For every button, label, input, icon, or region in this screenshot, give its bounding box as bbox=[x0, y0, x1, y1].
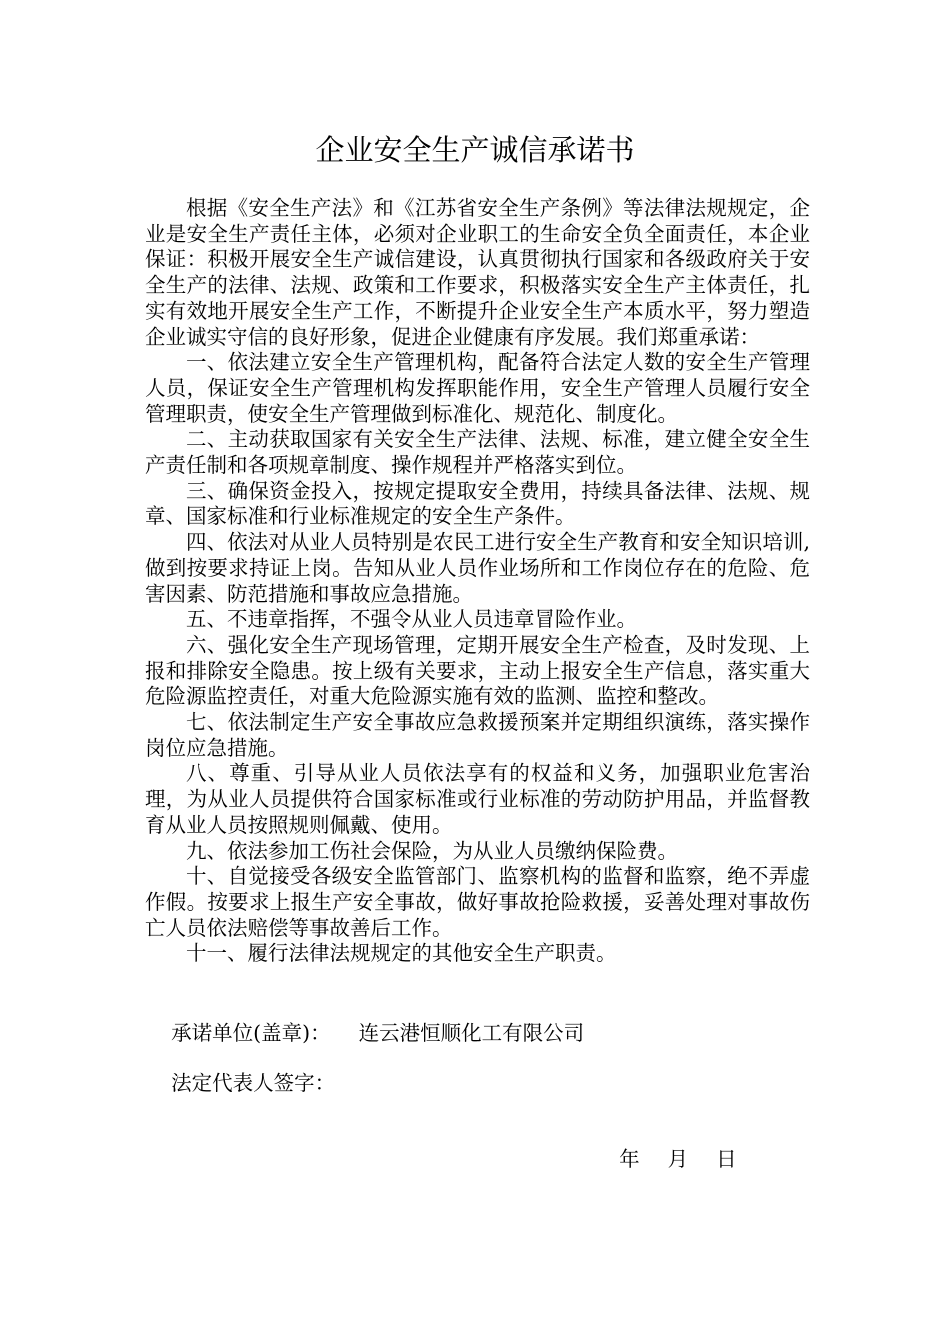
rep-label: 法定代表人签字： bbox=[171, 1071, 336, 1095]
date-day: 日 bbox=[716, 1147, 737, 1171]
company-name: 连云港恒顺化工有限公司 bbox=[358, 1021, 585, 1045]
paragraph-item-1: 一、依法建立安全生产管理机构，配备符合法定人数的安全生产管理人员，保证安全生产管理机构发挥职能作用，安全生产管理人员履行安全管理职责，使安全生产管理做到标准化、规范化、制度化。 bbox=[145, 350, 810, 426]
signature-rep-line bbox=[145, 1044, 335, 1122]
paragraph-preamble: 根据《安全生产法》和《江苏省安全生产条例》等法律法规规定，企业是安全生产责任主体，必须对企业职工的生命安全负全面责任，本企业保证：积极开展安全生产诚信建设，认真贯彻执行国家和各级政府关于安全生产的法律、法规、政策和工作要求，积极落实安全生产主体责任，扎实有效地开展安全生产工作，不断提升企业安全生产本质水平，努力塑造企业诚实守信的良好形象，促进企业健康有序发展。我们郑重承诺： bbox=[145, 196, 810, 349]
document-title: 企业安全生产诚信承诺书 bbox=[315, 133, 635, 167]
document-body bbox=[145, 196, 810, 967]
paragraph-item-5: 五、不违章指挥，不强令从业人员违章冒险作业。 bbox=[186, 607, 637, 632]
date-month: 月 bbox=[667, 1147, 689, 1171]
unit-label: 承诺单位(盖章)： bbox=[171, 1021, 331, 1045]
date-line bbox=[593, 1120, 765, 1198]
paragraph-item-8: 八、尊重、引导从业人员依法享有的权益和义务，加强职业危害治理，为从业人员提供符合国家标准或行业标准的劳动防护用品，并监督教育从业人员按照规则佩戴、使用。 bbox=[145, 761, 810, 837]
paragraph-item-11: 十一、履行法律法规规定的其他安全生产职责。 bbox=[186, 941, 617, 966]
paragraph-item-7: 七、依法制定生产安全事故应急救援预案并定期组织演练，落实操作岗位应急措施。 bbox=[145, 710, 810, 760]
paragraph-item-10: 十、自觉接受各级安全监管部门、监察机构的监督和监察，绝不弄虚作假。按要求上报生产安全事故，做好事故抢险救援，妥善处理对事故伤亡人员依法赔偿等事故善后工作。 bbox=[145, 864, 810, 940]
paragraph-item-2: 二、主动获取国家有关安全生产法律、法规、标准，建立健全安全生产责任制和各项规章制度、操作规程并严格落实到位。 bbox=[145, 427, 810, 478]
paragraph-item-3: 三、确保资金投入，按规定提取安全费用，持续具备法律、法规、规章、国家标准和行业标准规定的安全生产条件。 bbox=[145, 478, 810, 529]
date-year: 年 bbox=[619, 1147, 640, 1171]
paragraph-item-9: 九、依法参加工伤社会保险，为从业人员缴纳保险费。 bbox=[186, 838, 678, 863]
paragraph-item-6: 六、强化安全生产现场管理，定期开展安全生产检查，及时发现、上报和排除安全隐患。按上级有关要求，主动上报安全生产信息，落实重大危险源监控责任，对重大危险源实施有效的监测、监控和整改。 bbox=[145, 632, 810, 709]
paragraph-item-4: 四、依法对从业人员特别是农民工进行安全生产教育和安全知识培训,做到按要求持证上岗。告知从业人员作业场所和工作岗位存在的危险、危害因素、防范措施和事故应急措施。 bbox=[145, 530, 810, 606]
